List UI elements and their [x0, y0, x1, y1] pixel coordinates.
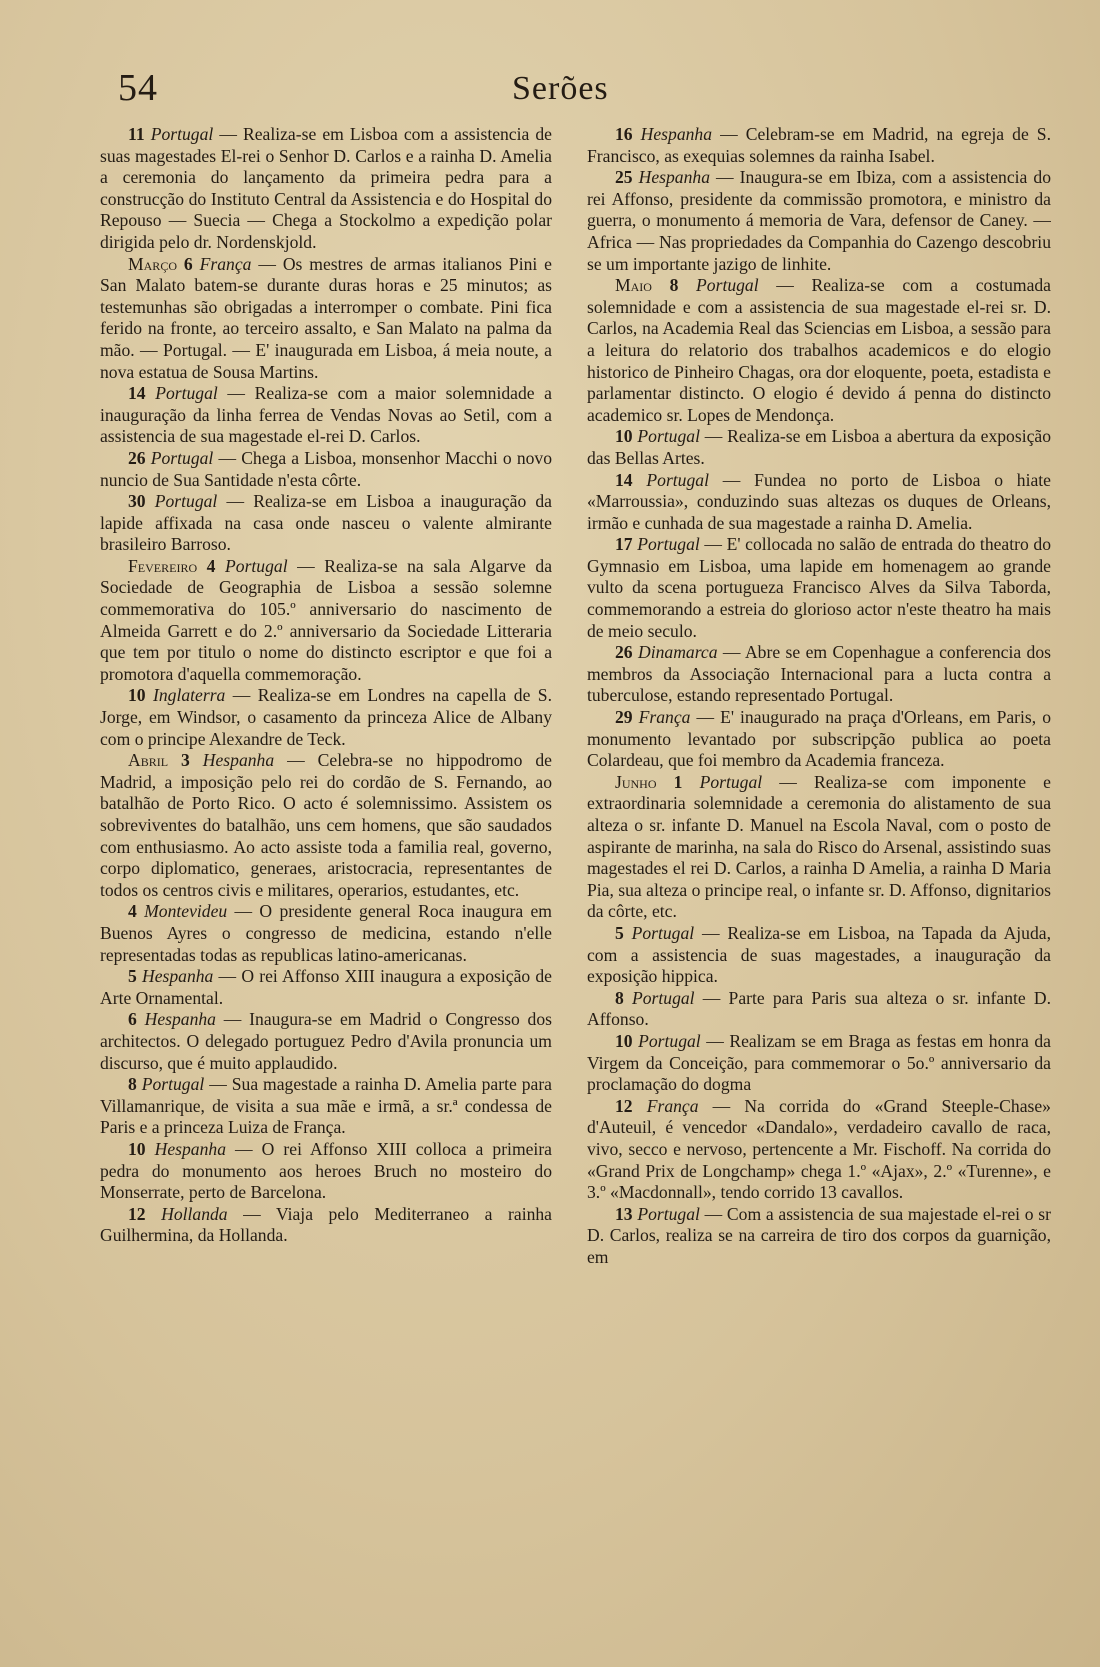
chronicle-entry	[587, 1096, 1051, 1204]
entry-day: 10	[615, 1030, 633, 1051]
entry-text: — O rei Affonso XIII colloca a primeira pedra do monumento aos heroes Bruch no mosteiro do Monserrate, perto de Barcelona.	[100, 1138, 552, 1203]
entry-country: França	[646, 1095, 699, 1116]
entry-day: 5	[615, 922, 624, 943]
entry-country: Dinamarca	[638, 642, 718, 663]
entry-day: 26	[615, 642, 633, 663]
entry-text: — Realiza-se em Lisboa a inauguração da lapide affixada na casa onde nasceu o valente almirante brasileiro Barroso.	[100, 491, 552, 555]
entry-text: — O presidente general Roca inaugura em Buenos Ayres o congresso de medicina, estando n'elle representadas todas as republicas latino-americanas.	[100, 901, 552, 965]
entry-text: — Viaja pelo Mediterraneo a rainha Guilhermina, da Hollanda.	[100, 1203, 552, 1246]
entry-text: — Parte para Paris sua alteza o sr. infante D. Affonso.	[587, 987, 1051, 1030]
entry-text: — Realiza-se com imponente e extraordinaria solemnidade a ceremonia do alistamento de sua alteza o sr. infante D. Manuel na Escola Naval, com o posto de aspirante de marinha, na sala do Risco do Arsenal, assistindo suas magestades el rei D. Carlos, a rainha D Amelia, a rainha D Maria Pia, sua alteza o principe real, o infante sr. D. Affonso, dignitarios da côrte, etc.	[587, 771, 1051, 922]
entry-month: Junho	[615, 771, 674, 792]
chronicle-entry	[587, 988, 1051, 1031]
entry-country: Montevideu	[144, 901, 228, 922]
entry-text: — Realiza-se em Lisboa a abertura da exposição das Bellas Artes.	[587, 426, 1051, 468]
entry-day: 4	[206, 555, 216, 576]
entry-text: — Inaugura-se em Ibiza, com a assistencia do rei Affonso, presidente da commissão promotora, e ministro da guerra, o monumento á memoria de Vara, defensor de Caney. — Africa — Nas propriedades da Companhia do Cazengo descobriu se um importante jazigo de linhite.	[587, 167, 1051, 274]
entry-day: 8	[615, 987, 624, 1008]
chronicle-entry	[587, 426, 1051, 469]
entry-text: — O rei Affonso XIII inaugura a exposição de Arte Ornamental.	[100, 966, 552, 1008]
entry-day: 14	[615, 469, 633, 490]
entry-day: 10	[128, 1138, 146, 1159]
entry-country: França	[638, 707, 691, 728]
chronicle-entry	[100, 124, 552, 254]
chronicle-entry	[100, 448, 552, 491]
entry-text: — Com a assistencia de sua majestade el-rei o sr D. Carlos, realiza se na carreira de tiro dos corpos da guarnição, em	[587, 1203, 1051, 1267]
entry-country: Inglaterra	[153, 685, 226, 706]
entry-country: Hollanda	[161, 1203, 228, 1224]
entry-day: 14	[128, 383, 146, 404]
entry-month: Março	[128, 253, 184, 274]
entry-country: Portugal	[638, 1030, 701, 1051]
entry-day: 12	[128, 1203, 146, 1224]
chronicle-entry	[100, 254, 552, 384]
chronicle-entry	[100, 383, 552, 448]
chronicle-entry	[587, 772, 1051, 923]
entry-text: — Realiza-se em Londres na capella de S. Jorge, em Windsor, o casamento da princeza Alice de Albany com o principe Alexandre de Teck.	[100, 685, 552, 749]
entry-text: — Sua magestade a rainha D. Amelia parte para Villamanrique, de visita a sua mãe e irmã, a sr.ª condessa de Paris e a princeza Luiza de França.	[100, 1074, 552, 1138]
entry-text: — Na corrida do «Grand Steeple-Chase» d'Auteuil, é vencedor «Dandalo», verdadeiro cavallo de raca, vivo, secco e nervoso, pertencente a Mr. Fischoff. Na corrida do «Grand Prix de Longchamp» chega 1.º «Ajax», 2.º «Turenne», e 3.º «Macdonnall», tendo corrido 13 cavallos.	[587, 1095, 1051, 1203]
entry-day: 8	[128, 1074, 137, 1095]
entry-country: Portugal	[631, 922, 695, 943]
entry-country: Portugal	[225, 555, 288, 576]
entry-country: Portugal	[696, 275, 759, 296]
entry-text: — Celebra-se no hippodromo de Madrid, a imposição pelo rei do cordão de S. Fernando, ao batalhão de Porto Rico. O acto é solemnissimo. Assistem os sobreviventes do batalhão, uns cem homens, que são saudados com enthusiasmo. Ao acto assiste toda a familia real, governo, corpo diplomatico, generaes, aristocracia, representantes de todos os centros civis e militares, operarios, estudantes, etc.	[100, 750, 552, 900]
entry-country: Portugal	[155, 383, 218, 404]
chronicle-entry	[100, 966, 552, 1009]
right-column	[587, 124, 1051, 1604]
entry-text: — Realiza-se na sala Algarve da Sociedade de Geographia de Lisboa a sessão solemne commemorativa do 105.º anniversario do nascimento de Almeida Garrett e do 2.º anniversario da Sociedade Litteraria que tem por titulo o nome do distincto escriptor e que foi a promotora d'aquella commemoração.	[100, 555, 552, 684]
entry-text: — Chega a Lisboa, monsenhor Macchi o novo nuncio de Sua Santidade n'esta côrte.	[100, 447, 552, 490]
entry-text: — Celebram-se em Madrid, na egreja de S. Francisco, as exequias solemnes da rainha Isabel.	[587, 124, 1051, 166]
entry-country: Hespanha	[144, 1009, 216, 1030]
entry-day: 10	[615, 426, 633, 447]
entry-country: Hespanha	[202, 750, 275, 771]
chronicle-entry	[587, 470, 1051, 535]
entry-day: 3	[181, 750, 190, 771]
chronicle-entry	[100, 685, 552, 750]
chronicle-entry	[587, 1031, 1051, 1096]
entry-day: 13	[615, 1203, 633, 1224]
entry-text: — Realiza-se em Lisboa com a assistencia de suas magestades El-rei o Senhor D. Carlos e a rainha D. Amelia a ceremonia do lançamento da primeira pedra para a construcção do Instituto Central da Assistencia e do Hospital do Repouso — Suecia — Chega a Stockolmo a expedição polar dirigida pelo dr. Nordenskjold.	[100, 124, 552, 252]
entry-country: Portugal	[646, 469, 709, 490]
chronicle-entry	[587, 167, 1051, 275]
chronicle-entry	[587, 534, 1051, 642]
entry-country: Hespanha	[154, 1138, 226, 1159]
entry-day: 17	[615, 534, 633, 555]
page-number: 54	[118, 67, 158, 109]
entry-country: Portugal	[637, 534, 700, 555]
chronicle-entry	[100, 750, 552, 901]
entry-country: Hespanha	[142, 966, 214, 987]
chronicle-entry	[587, 707, 1051, 772]
entry-day: 12	[615, 1095, 633, 1116]
entry-day: 29	[615, 707, 633, 728]
entry-text: — Fundea no porto de Lisboa o hiate «Marroussia», conduzindo suas altezas os duques de Orleans, irmão e cunhada de sua magestade a rainha D. Amelia.	[587, 469, 1051, 533]
entry-day: 11	[128, 124, 145, 144]
entry-month: Abril	[128, 750, 182, 771]
entry-country: Hespanha	[638, 167, 710, 188]
entry-day: 4	[128, 901, 137, 922]
entry-day: 25	[615, 167, 633, 188]
entry-text: — Realiza-se com a costumada solemnidade e com a assistencia de sua magestade el-rei sr. D. Carlos, na Academia Real das Sciencias em Lisboa, a sessão para a leitura do relatorio dos trabalhos academicos e do elogio historico de Pinheiro Chagas, ora dor eloquente, poeta, estadista e parlamentar distincto. O elogio é devido á penna do distincto academico sr. Lopes de Mendonça.	[587, 275, 1051, 425]
chronicle-entry	[587, 124, 1051, 167]
entry-text: — Realizam se em Braga as festas em honra da Virgem da Conceição, para commemorar o 5o.º anniversario da proclamação do dogma	[587, 1030, 1051, 1095]
entry-day: 26	[128, 447, 146, 468]
entry-text: — Realiza-se em Lisboa, na Tapada da Ajuda, com a assistencia de suas magestades, a inauguração da exposição hippica.	[587, 922, 1051, 987]
entry-day: 6	[128, 1009, 137, 1030]
chronicle-entry	[587, 275, 1051, 426]
entry-text: — Realiza-se com a maior solemnidade a inauguração da linha ferrea de Vendas Novas ao Setil, com a assistencia de sua magestade el-rei D. Carlos.	[100, 383, 552, 447]
entry-country: Portugal	[699, 771, 763, 792]
entry-day: 5	[128, 966, 137, 987]
entry-month: Maio	[615, 275, 670, 296]
entry-text: — Inaugura-se em Madrid o Congresso dos architectos. O delegado portuguez Pedro d'Avila pronuncia um discurso, que é muito applaudido.	[100, 1009, 552, 1073]
entry-day: 30	[128, 491, 146, 512]
entry-country: Portugal	[632, 987, 695, 1008]
chronicle-entry	[100, 1204, 552, 1247]
chronicle-entry	[100, 556, 552, 686]
entry-country: Portugal	[637, 426, 700, 447]
entry-text: — E' collocada no salão de entrada do theatro do Gymnasio em Lisboa, uma lapide em homenagem ao grande vulto da scena portugueza Francisco Alves da Silva Taborda, commemorando a estreia do glorioso actor n'este theatro ha mais de meio seculo.	[587, 534, 1051, 641]
entry-country: Portugal	[154, 491, 218, 512]
entry-text: — Os mestres de armas italianos Pini e San Malato batem-se durante duras horas e 25 minutos; as testemunhas são obrigadas a interromper o combate. Pini fica ferido na fronte, ao terceiro assalto, e San Malato na palma da mão. — Portugal. — E' inaugurada em Lisboa, á meia noute, a nova estatua de Sousa Martins.	[100, 253, 552, 382]
entry-country: Portugal	[150, 124, 214, 144]
chronicle-entry	[100, 491, 552, 556]
left-column	[100, 124, 552, 1604]
entry-text: — Abre se em Copenhague a conferencia dos membros da Associação Internacional para a lucta contra a tuberculose, estando representado Portugal.	[587, 642, 1051, 706]
chronicle-entry	[587, 1204, 1051, 1269]
chronicle-entry	[100, 901, 552, 966]
entry-country: Portugal	[150, 447, 214, 468]
entry-country: Hespanha	[640, 124, 713, 144]
entry-country: França	[199, 253, 252, 274]
chronicle-entry	[100, 1009, 552, 1074]
entry-country: Portugal	[141, 1074, 205, 1095]
chronicle-entry	[587, 642, 1051, 707]
entry-day: 10	[128, 685, 146, 706]
chronicle-entry	[100, 1074, 552, 1139]
entry-day: 6	[183, 253, 193, 274]
running-title: Serões	[512, 70, 609, 107]
entry-day: 8	[669, 275, 679, 296]
chronicle-entry	[587, 923, 1051, 988]
entry-country: Portugal	[637, 1203, 700, 1224]
entry-text: — E' inaugurado na praça d'Orleans, em Paris, o monumento levantado por subscripção publica ao poeta Colardeau, que foi membro da Academia franceza.	[587, 707, 1051, 771]
chronicle-entry	[100, 1139, 552, 1204]
entry-day: 1	[673, 771, 683, 792]
entry-month: Fevereiro	[128, 555, 207, 576]
entry-day: 16	[615, 124, 633, 144]
